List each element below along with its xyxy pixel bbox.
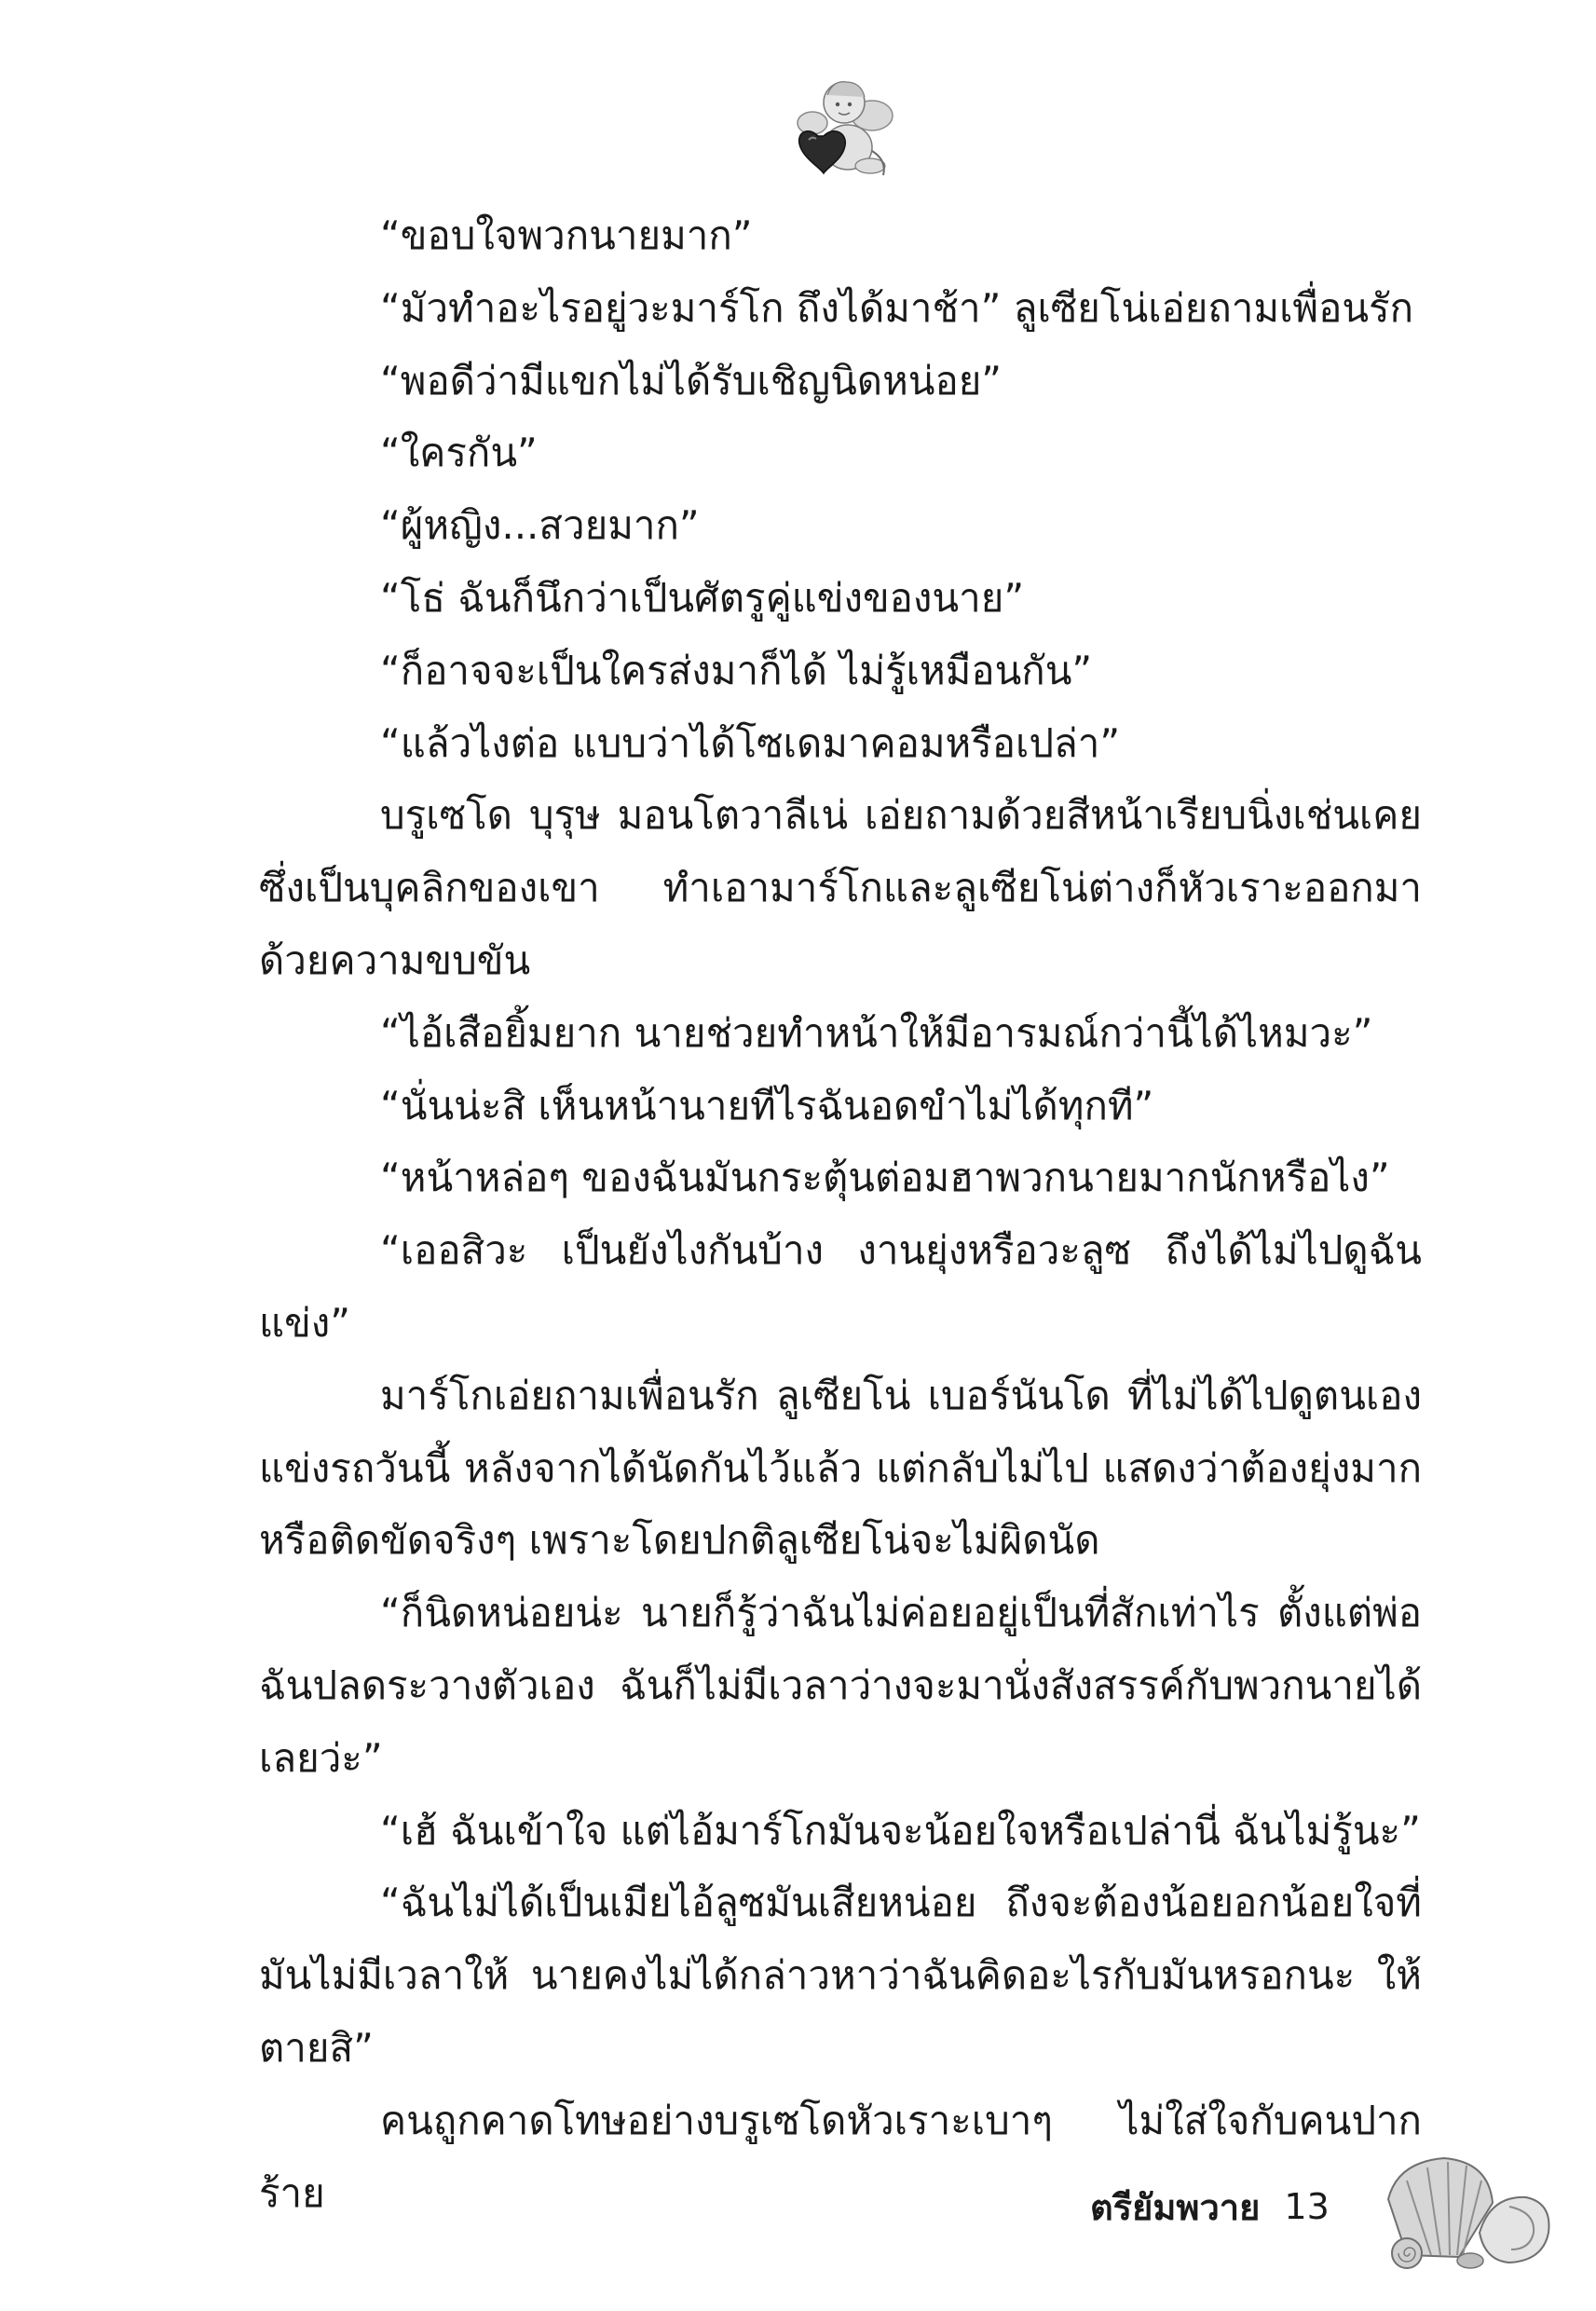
paragraph: “เฮ้ ฉันเข้าใจ แต่ไอ้มาร์โกมันจะน้อยใจหรือเปล่านี่ ฉันไม่รู้นะ” (380, 1807, 1421, 1853)
paragraph: คนถูกคาดโทษอย่างบรูเซโดหัวเราะเบาๆ ไม่ใส่ใจกับคนปากร้าย (259, 2097, 1422, 2216)
paragraph: “ขอบใจพวกนายมาก” (380, 212, 753, 258)
page-footer (1090, 2179, 1330, 2235)
seashell-ornament-icon (1370, 2143, 1556, 2274)
paragraph: บรูเซโด บุรุษ มอนโตวาลีเน่ เอ่ยถามด้วยสีหน้าเรียบนิ่งเช่นเคย ซึ่งเป็นบุคลิกของเขา ทำเอามาร์โกและลูเซียโน่ต่างก็หัวเราะออกมาด้วยความขบขัน (259, 792, 1422, 983)
paragraph: มาร์โกเอ่ยถามเพื่อนรัก ลูเซียโน่ เบอร์นันโด ที่ไม่ได้ไปดูตนเองแข่งรถวันนี้ หลังจากได้นัดกันไว้แล้ว แต่กลับไม่ไป แสดงว่าต้องยุ่งมากหรือติดขัดจริงๆ เพราะโดยปกติลูเซียโน่จะไม่ผิดนัด (259, 1372, 1422, 1564)
paragraph: “นั่นน่ะสิ เห็นหน้านายทีไรฉันอดขำไม่ได้ทุกที” (380, 1082, 1154, 1128)
body-text (259, 199, 1422, 2229)
paragraph: “เออสิวะ เป็นยังไงกันบ้าง งานยุ่งหรือวะลูซ ถึงได้ไม่ไปดูฉันแข่ง” (259, 1227, 1422, 1346)
book-title: ตรียัมพวาย (1090, 2186, 1261, 2228)
paragraph: “ผู้หญิง...สวยมาก” (380, 502, 700, 549)
paragraph: “มัวทำอะไรอยู่วะมาร์โก ถึงได้มาช้า” ลูเซียโน่เอ่ยถามเพื่อนรัก (380, 284, 1414, 331)
paragraph: “ก็นิดหน่อยน่ะ นายก็รู้ว่าฉันไม่ค่อยอยู่เป็นที่สักเท่าไร ตั้งแต่พ่อฉันปลดระวางตัวเอง ฉันก็ไม่มีเวลาว่างจะมานั่งสังสรรค์กับพวกนายได้เลยว่ะ” (259, 1590, 1422, 1781)
paragraph: “ไอ้เสือยิ้มยาก นายช่วยทำหน้าให้มีอารมณ์กว่านี้ได้ไหมวะ” (380, 1009, 1373, 1056)
paragraph: “หน้าหล่อๆ ของฉันมันกระตุ้นต่อมฮาพวกนายมากนักหรือไง” (380, 1155, 1390, 1201)
cupid-heart-ornament-icon (790, 71, 902, 183)
paragraph: “ใครกัน” (380, 430, 538, 476)
paragraph: “โธ่ ฉันก็นึกว่าเป็นศัตรูคู่แข่งของนาย” (380, 574, 1025, 621)
paragraph: “แล้วไงต่อ แบบว่าได้โซเดมาคอมหรือเปล่า” (380, 719, 1121, 766)
paragraph: “ฉันไม่ได้เป็นเมียไอ้ลูซมันเสียหน่อย ถึงจะต้องน้อยอกน้อยใจที่มันไม่มีเวลาให้ นายคงไม่ได้กล่าวหาว่าฉันคิดอะไรกับมันหรอกนะ ให้ตายสิ” (259, 1880, 1422, 2071)
page-number: 13 (1284, 2186, 1330, 2227)
paragraph: “พอดีว่ามีแขกไม่ได้รับเชิญนิดหน่อย” (380, 357, 1003, 403)
paragraph: “ก็อาจจะเป็นใครส่งมาก็ได้ ไม่รู้เหมือนกัน” (380, 647, 1093, 693)
